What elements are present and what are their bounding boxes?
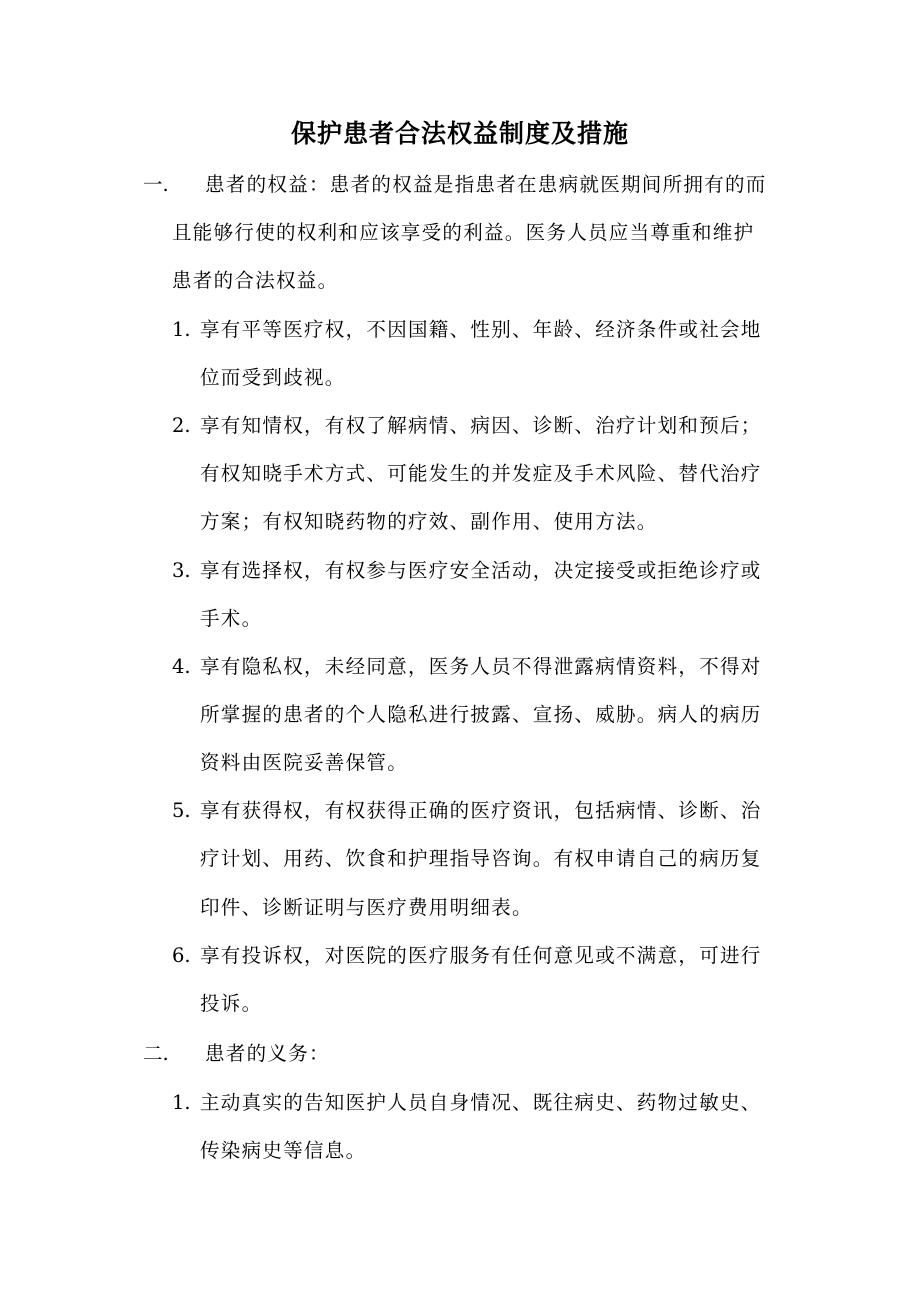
section-1-item-2-line-2: 有权知晓手术方式、可能发生的并发症及手术风险、替代治疗 [200, 462, 762, 485]
section-1-item-4-line-1: 享有隐私权，未经同意，医务人员不得泄露病情资料，不得对 [200, 655, 762, 678]
section-1-item-1-line-2: 位而受到歧视。 [200, 366, 346, 389]
section-1-item-5-line-3: 印件、诊断证明与医疗费用明细表。 [200, 896, 533, 919]
document-title: 保护患者合法权益制度及措施 [290, 119, 629, 148]
section-1-item-4-number: 4. [172, 655, 191, 678]
section-1-line-1: 患者的权益：患者的权益是指患者在患病就医期间所拥有的而 [205, 173, 767, 196]
section-1-item-4-line-2: 所掌握的患者的个人隐私进行披露、宣扬、威胁。病人的病历 [200, 703, 762, 726]
section-2-item-1-line-1: 主动真实的告知医护人员自身情况、既往病史、药物过敏史、 [200, 1091, 762, 1114]
section-1-item-3-number: 3. [172, 559, 191, 582]
section-2-line-1: 患者的义务： [205, 1042, 330, 1065]
section-1-item-6-line-1: 享有投诉权，对医院的医疗服务有任何意见或不满意，可进行 [200, 944, 762, 967]
section-1-item-3-line-1: 享有选择权，有权参与医疗安全活动，决定接受或拒绝诊疗或 [200, 559, 762, 582]
section-1-item-2-line-1: 享有知情权，有权了解病情、病因、诊断、治疗计划和预后； [200, 414, 762, 437]
section-1-line-3: 患者的合法权益。 [172, 269, 339, 292]
section-2-marker: 二. [143, 1042, 169, 1065]
section-2-item-1-line-2: 传染病史等信息。 [200, 1139, 367, 1162]
section-1-item-4-line-3: 资料由医院妥善保管。 [200, 751, 409, 774]
section-1-item-3-line-2: 手术。 [200, 607, 263, 630]
section-1-item-5-line-2: 疗计划、用药、饮食和护理指导咨询。有权申请自己的病历复 [200, 847, 762, 870]
section-1-item-5-line-1: 享有获得权，有权获得正确的医疗资讯，包括病情、诊断、治 [200, 799, 762, 822]
section-1-item-6-line-2: 投诉。 [200, 992, 263, 1015]
section-1-item-1-number: 1. [172, 318, 191, 341]
section-1-item-1-line-1: 享有平等医疗权，不因国籍、性别、年龄、经济条件或社会地 [200, 318, 762, 341]
section-1-line-2: 且能够行使的权利和应该享受的利益。医务人员应当尊重和维护 [172, 221, 755, 244]
section-2-item-1-number: 1. [172, 1091, 191, 1114]
section-1-item-2-line-3: 方案；有权知晓药物的疗效、副作用、使用方法。 [200, 510, 658, 533]
section-1-item-2-number: 2. [172, 414, 191, 437]
section-1-marker: 一. [143, 173, 169, 196]
section-1-item-6-number: 6. [172, 944, 191, 967]
section-1-item-5-number: 5. [172, 799, 191, 822]
